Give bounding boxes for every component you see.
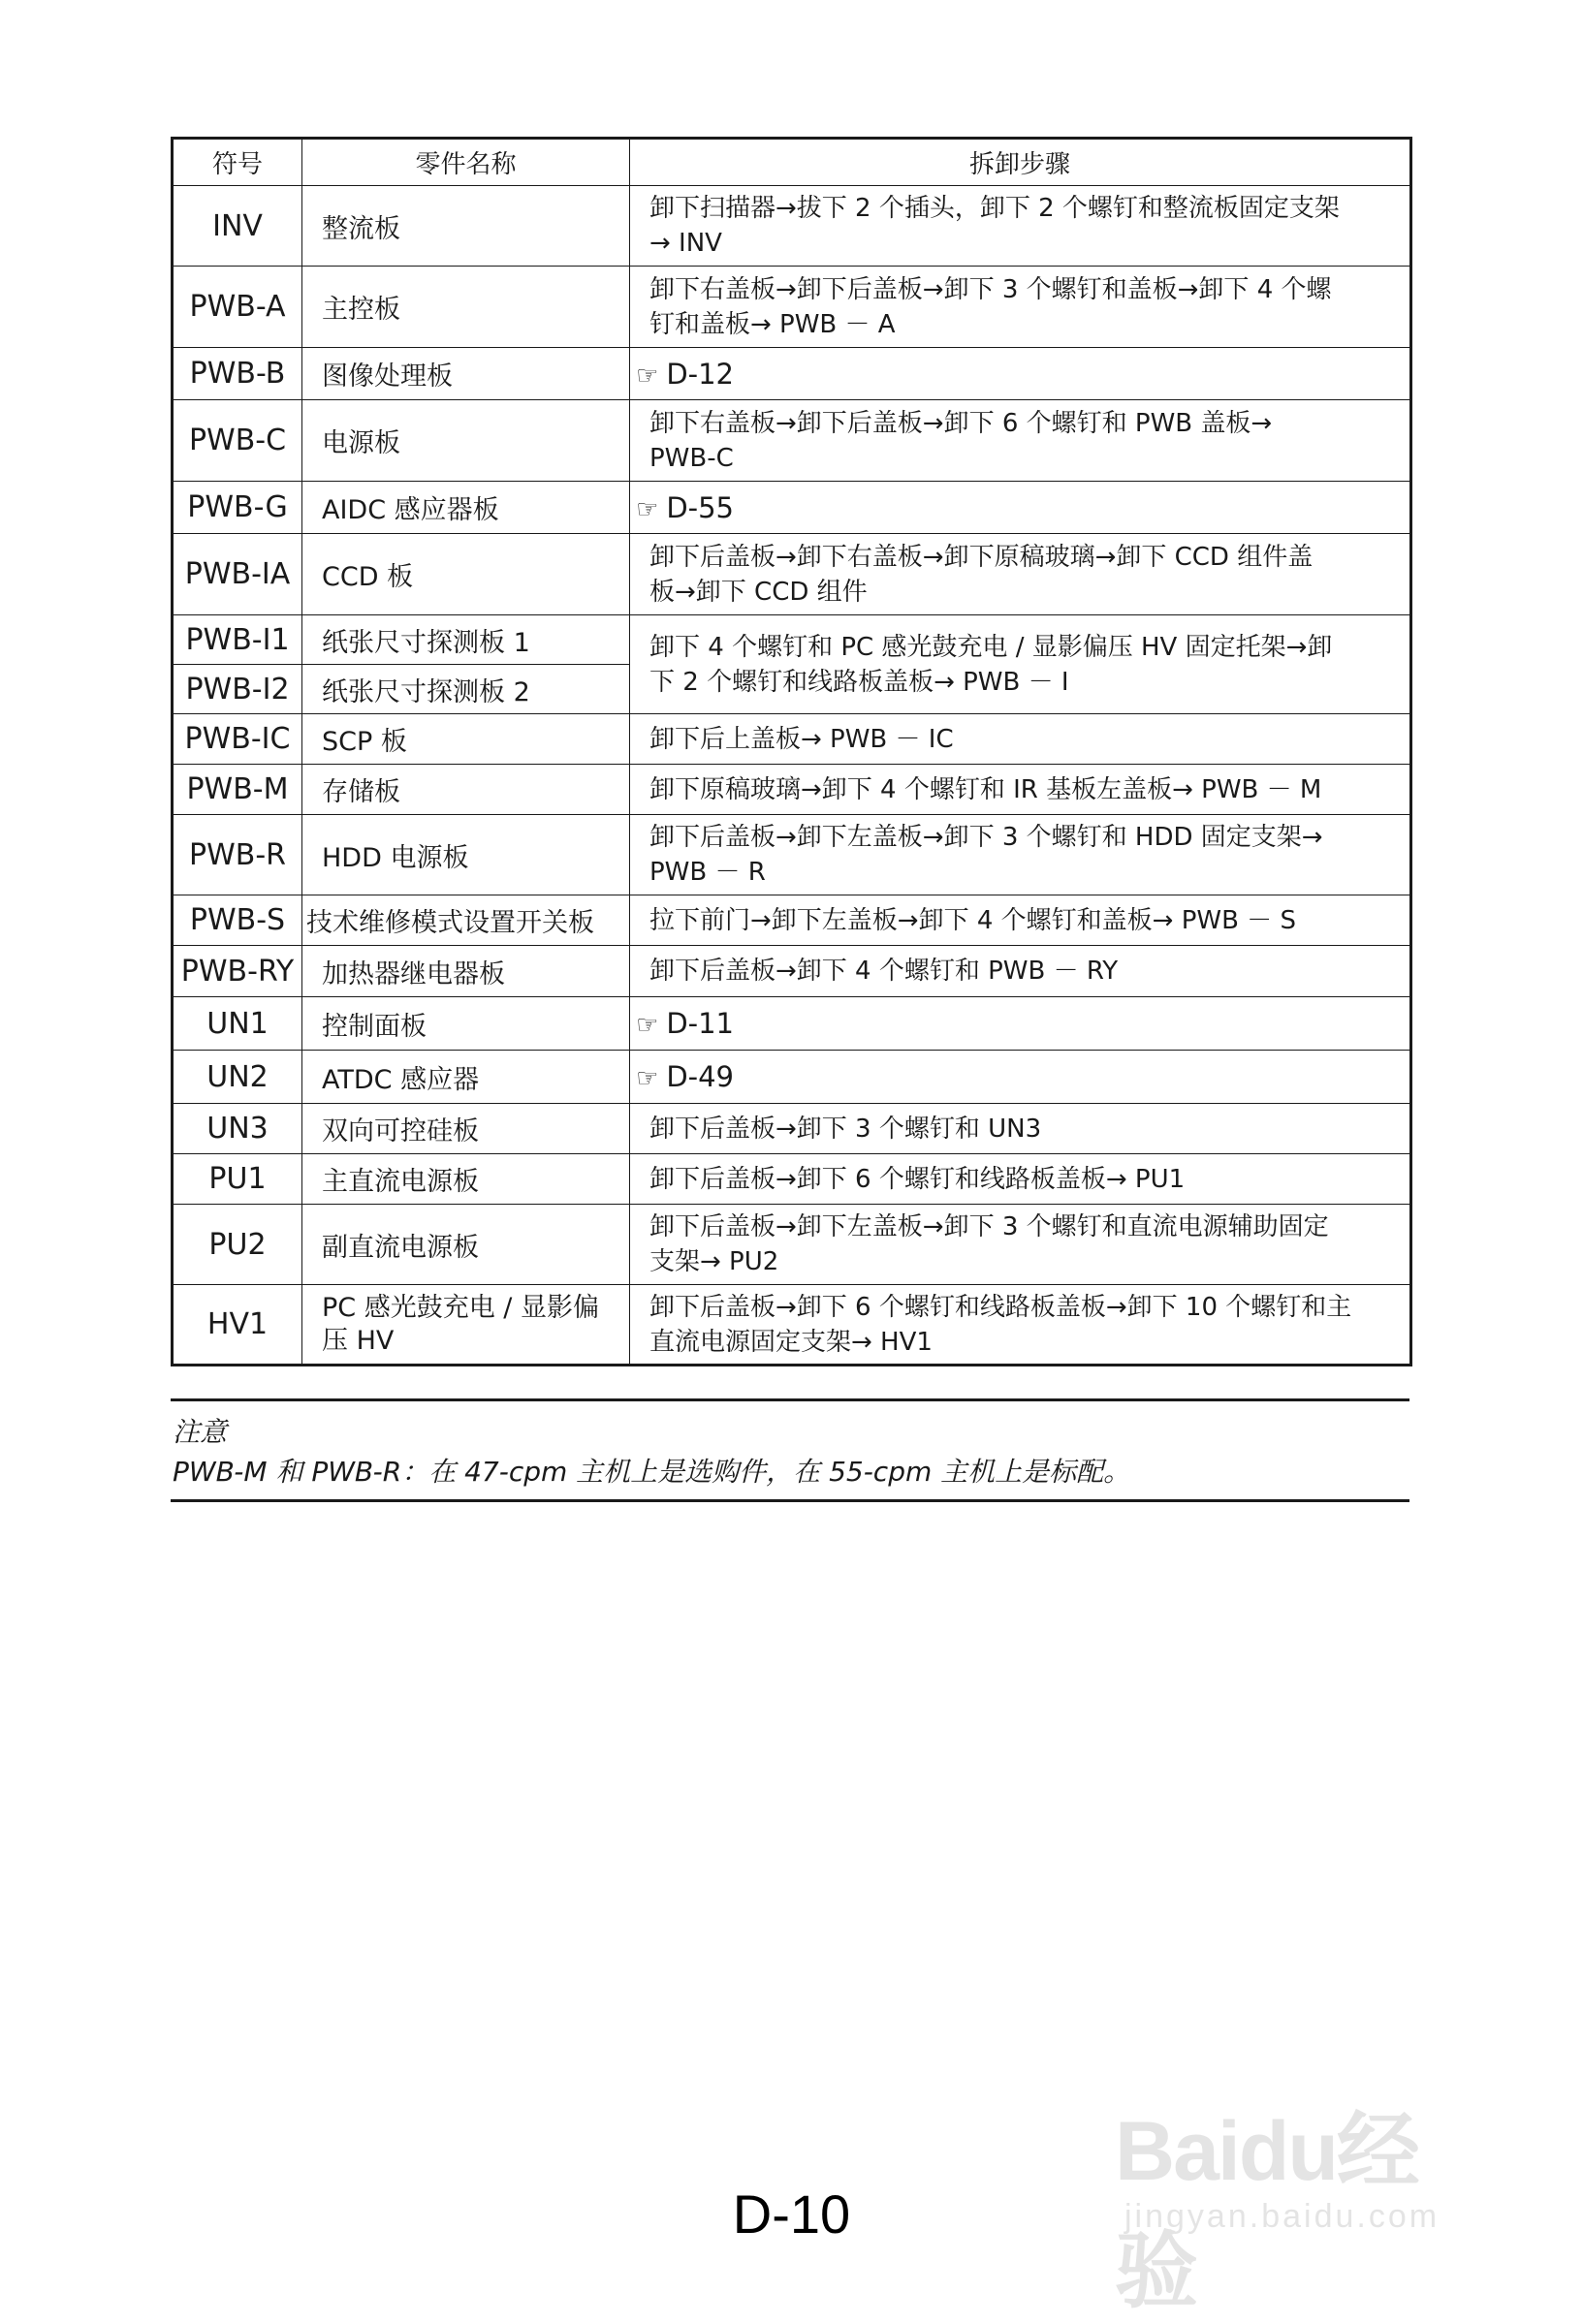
table-row [173, 482, 1411, 534]
removal-steps [630, 765, 1411, 815]
note-title: 注意 [173, 1416, 228, 1448]
page-reference [630, 348, 1411, 400]
reference-link[interactable]: D-55 [666, 490, 735, 524]
step-line: 支架→ PU2 [649, 1247, 779, 1276]
table-row [173, 267, 1411, 348]
removal-steps [630, 946, 1411, 997]
part-name: 存储板 [302, 765, 630, 815]
removal-steps [630, 1154, 1411, 1205]
part-name: 图像处理板 [302, 348, 630, 400]
table-header-row [173, 139, 1411, 186]
removal-steps [630, 714, 1411, 765]
part-name: 纸张尺寸探测板 2 [302, 665, 630, 714]
part-code: PWB-A [173, 267, 302, 348]
part-code: PWB-I2 [173, 665, 302, 714]
part-name: 双向可控硅板 [302, 1104, 630, 1154]
part-name: SCP 板 [302, 714, 630, 765]
table-row [173, 400, 1411, 482]
part-name: 电源板 [302, 400, 630, 482]
watermark [1115, 2084, 1493, 2318]
table-row [173, 186, 1411, 267]
table-row [173, 1051, 1411, 1104]
step-line: 卸下后盖板→卸下左盖板→卸下 3 个螺钉和直流电源辅助固定 [649, 1212, 1329, 1241]
removal-steps [630, 534, 1411, 615]
table-row [173, 1154, 1411, 1205]
part-code: PWB-S [173, 895, 302, 946]
part-code: UN2 [173, 1051, 302, 1104]
table-row [173, 534, 1411, 615]
step-line: PWB-C [649, 443, 734, 473]
note-top-rule [171, 1398, 1409, 1401]
part-code: PU1 [173, 1154, 302, 1205]
part-code: PWB-G [173, 482, 302, 534]
step-line: 卸下后盖板→卸下左盖板→卸下 3 个螺钉和 HDD 固定支架→ [649, 823, 1323, 852]
step-line: 卸下后盖板→卸下 6 个螺钉和线路板盖板→ PU1 [649, 1164, 1186, 1194]
watermark-url: jingyan.baidu.com [1124, 2198, 1441, 2235]
step-line: 板→卸下 CCD 组件 [649, 577, 868, 607]
part-code: HV1 [173, 1285, 302, 1366]
pointing-hand-icon: ☞ [636, 1011, 659, 1040]
part-code: PWB-R [173, 815, 302, 895]
step-line: 卸下扫描器→拔下 2 个插头，卸下 2 个螺钉和整流板固定支架 [649, 194, 1340, 223]
table-row [173, 1285, 1411, 1366]
note-bottom-rule [171, 1499, 1409, 1502]
step-line: 卸下后盖板→卸下 3 个螺钉和 UN3 [649, 1114, 1042, 1144]
part-name: ATDC 感应器 [302, 1051, 630, 1104]
step-line: 卸下后盖板→卸下 6 个螺钉和线路板盖板→卸下 10 个螺钉和主 [649, 1292, 1352, 1322]
removal-steps [630, 1205, 1411, 1285]
page-reference [630, 482, 1411, 534]
part-code: UN3 [173, 1104, 302, 1154]
part-code: PWB-IC [173, 714, 302, 765]
part-name: 整流板 [302, 186, 630, 267]
pointing-hand-icon: ☞ [636, 1064, 659, 1093]
part-code: UN1 [173, 997, 302, 1051]
table-row [173, 765, 1411, 815]
reference-link[interactable]: D-49 [666, 1060, 735, 1093]
step-line: 卸下右盖板→卸下后盖板→卸下 3 个螺钉和盖板→卸下 4 个螺 [649, 274, 1332, 304]
removal-steps [630, 400, 1411, 482]
part-name: 纸张尺寸探测板 1 [302, 615, 630, 665]
header-code: 符号 [173, 139, 302, 186]
part-name: 主控板 [302, 267, 630, 348]
parts-table [171, 137, 1412, 1366]
header-name: 零件名称 [302, 139, 630, 186]
note-text: PWB-M 和 PWB-R：在 47-cpm 主机上是选购件，在 55-cpm 主机上是标配。 [173, 1456, 1131, 1488]
step-line: 直流电源固定支架→ HV1 [649, 1327, 933, 1357]
table-row [173, 997, 1411, 1051]
part-name: 加热器继电器板 [302, 946, 630, 997]
removal-steps [630, 1104, 1411, 1154]
step-line: 卸下后上盖板→ PWB － IC [649, 724, 954, 754]
step-line: 卸下后盖板→卸下右盖板→卸下原稿玻璃→卸下 CCD 组件盖 [649, 542, 1314, 572]
pointing-hand-icon: ☞ [636, 494, 659, 524]
table-row [173, 895, 1411, 946]
step-line: 卸下原稿玻璃→卸下 4 个螺钉和 IR 基板左盖板→ PWB － M [649, 774, 1322, 804]
part-code: PWB-RY [173, 946, 302, 997]
page-reference [630, 997, 1411, 1051]
step-line: PWB － R [649, 858, 766, 887]
removal-steps [630, 615, 1411, 714]
page-reference [630, 1051, 1411, 1104]
step-line: 卸下后盖板→卸下 4 个螺钉和 PWB － RY [649, 957, 1119, 986]
page-number: D-10 [732, 2183, 851, 2245]
table-row [173, 946, 1411, 997]
step-line: 卸下右盖板→卸下后盖板→卸下 6 个螺钉和 PWB 盖板→ [649, 408, 1273, 438]
part-code: PWB-M [173, 765, 302, 815]
watermark-logo: Baidu经验 [1115, 2105, 1418, 2318]
part-name: 技术维修模式设置开关板 [302, 895, 630, 946]
table-row [173, 815, 1411, 895]
part-name: 主直流电源板 [302, 1154, 630, 1205]
part-code: INV [173, 186, 302, 267]
removal-steps [630, 815, 1411, 895]
removal-steps [630, 1285, 1411, 1366]
table-row [173, 348, 1411, 400]
table-row [173, 615, 1411, 665]
table-row [173, 1104, 1411, 1154]
reference-link[interactable]: D-12 [666, 357, 735, 391]
part-name: HDD 电源板 [302, 815, 630, 895]
table-row [173, 714, 1411, 765]
step-line: 卸下 4 个螺钉和 PC 感光鼓充电 / 显影偏压 HV 固定托架→卸 [649, 632, 1333, 662]
part-code: PWB-IA [173, 534, 302, 615]
step-line: 拉下前门→卸下左盖板→卸下 4 个螺钉和盖板→ PWB － S [649, 905, 1296, 935]
header-steps: 拆卸步骤 [630, 139, 1411, 186]
part-name: AIDC 感应器板 [302, 482, 630, 534]
part-code: PWB-B [173, 348, 302, 400]
part-code: PWB-C [173, 400, 302, 482]
removal-steps [630, 186, 1411, 267]
part-name: PC 感光鼓充电 / 显影偏压 HV [302, 1285, 630, 1366]
removal-steps [630, 267, 1411, 348]
removal-steps [630, 895, 1411, 946]
part-name: 控制面板 [302, 997, 630, 1051]
part-name: 副直流电源板 [302, 1205, 630, 1285]
part-name: CCD 板 [302, 534, 630, 615]
step-line: → INV [649, 229, 722, 258]
step-line: 钉和盖板→ PWB － A [649, 309, 896, 339]
pointing-hand-icon: ☞ [636, 361, 659, 391]
step-line: 下 2 个螺钉和线路板盖板→ PWB － I [649, 667, 1069, 697]
reference-link[interactable]: D-11 [666, 1007, 735, 1040]
part-code: PWB-I1 [173, 615, 302, 665]
table-row [173, 1205, 1411, 1285]
part-code: PU2 [173, 1205, 302, 1285]
